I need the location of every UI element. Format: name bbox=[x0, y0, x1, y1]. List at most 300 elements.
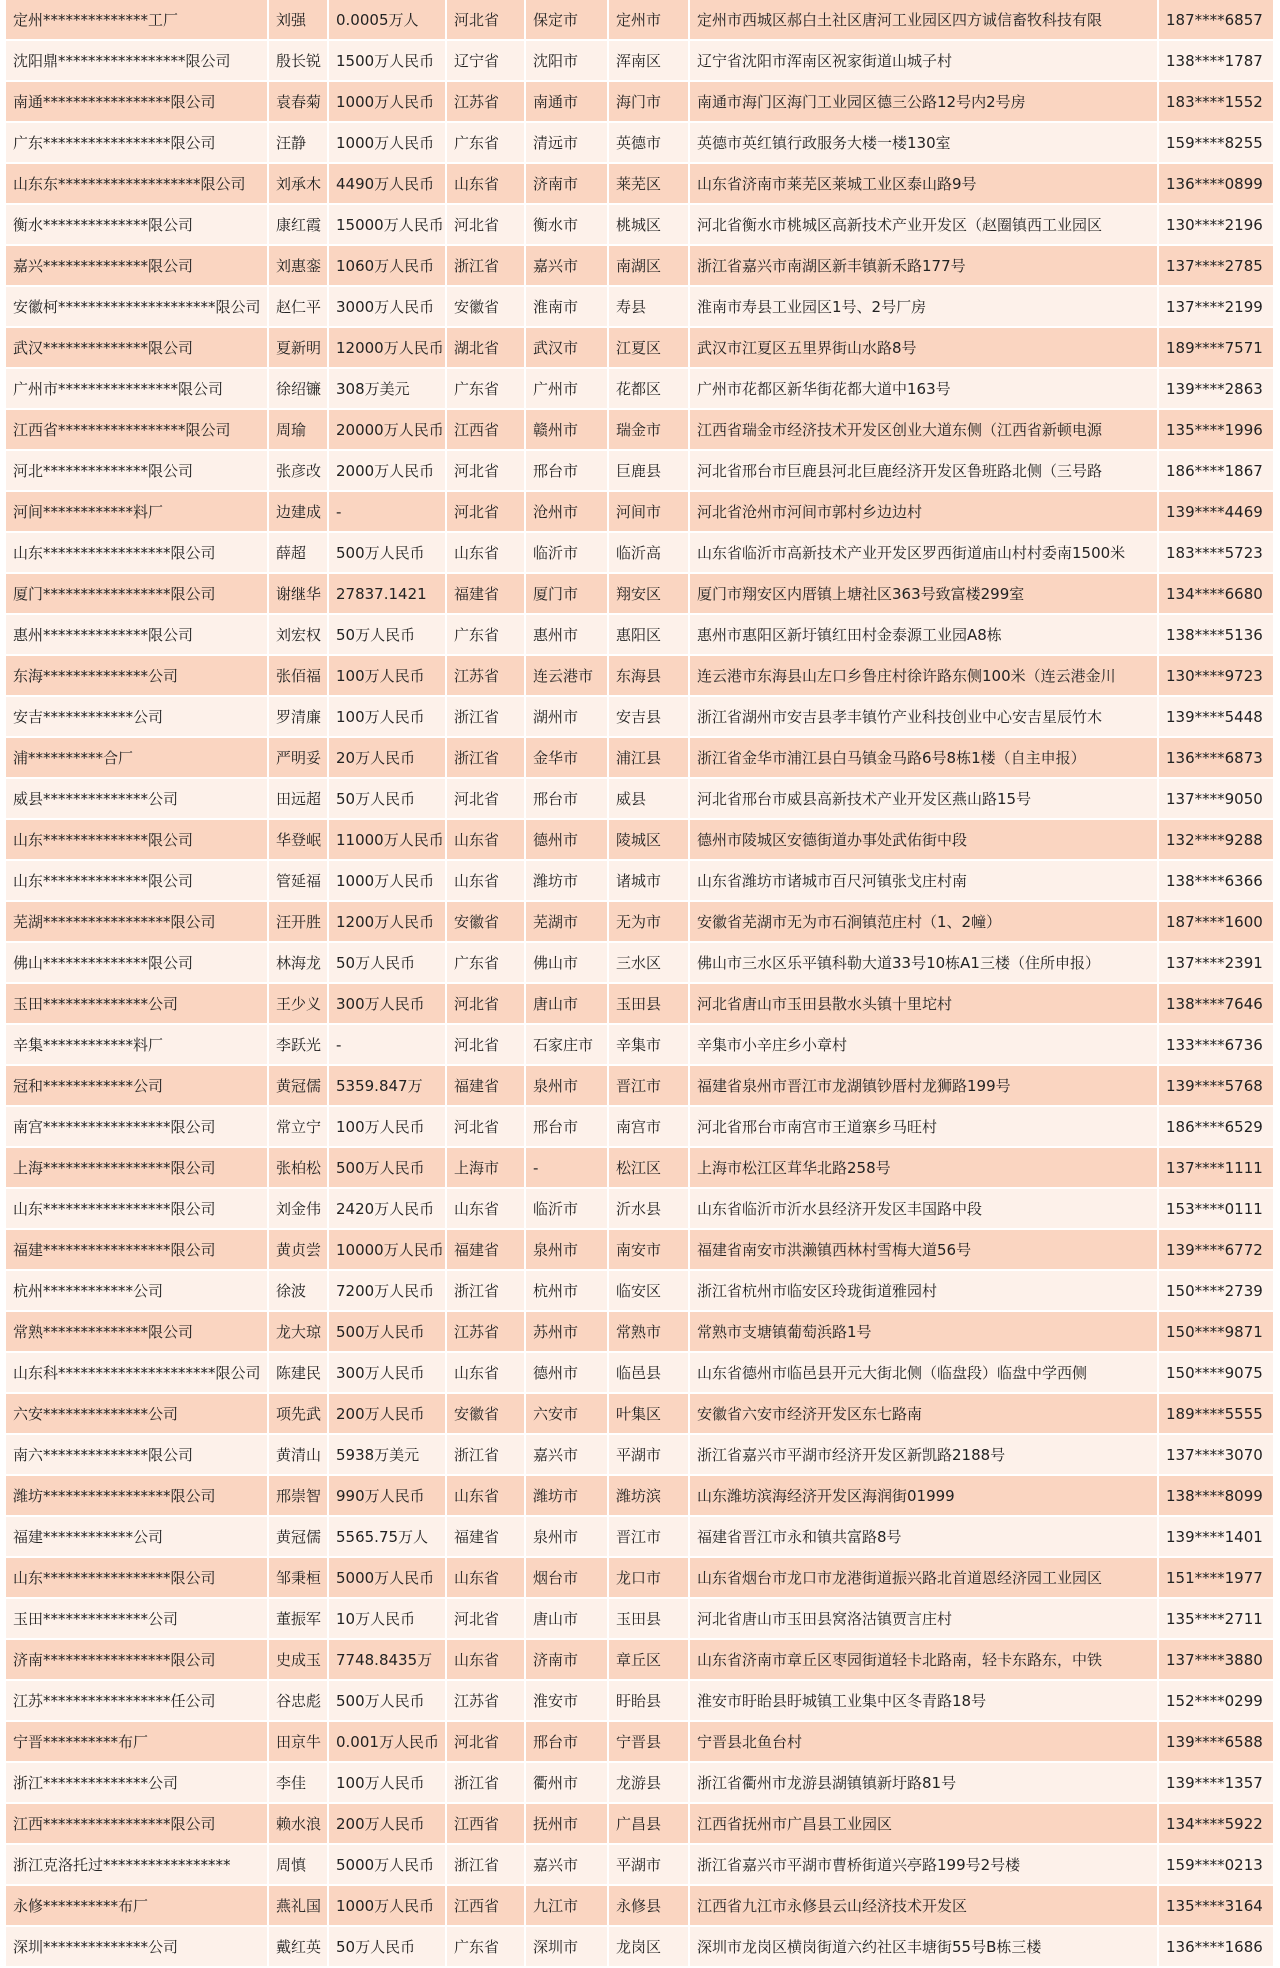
city-cell: 嘉兴市 bbox=[525, 245, 608, 286]
address-cell: 浙江省杭州市临安区玲珑街道雅园村 bbox=[689, 1270, 1158, 1311]
company-name-cell: 江西省*****************限公司 bbox=[6, 409, 268, 450]
legal-person-cell: 李佳 bbox=[268, 1762, 328, 1803]
legal-person-cell: 田京牛 bbox=[268, 1721, 328, 1762]
address-cell: 福建省南安市洪濑镇西林村雪梅大道56号 bbox=[689, 1229, 1158, 1270]
legal-person-cell: 汪静 bbox=[268, 122, 328, 163]
company-name-cell: 宁晋**********布厂 bbox=[6, 1721, 268, 1762]
address-cell: 河北省衡水市桃城区高新技术产业开发区（赵圈镇西工业园区 bbox=[689, 204, 1158, 245]
company-name-cell: 山东东*******************限公司 bbox=[6, 163, 268, 204]
company-name-cell: 衡水**************限公司 bbox=[6, 204, 268, 245]
address-cell: 安徽省芜湖市无为市石涧镇范庄村（1、2幢） bbox=[689, 901, 1158, 942]
registered-capital-cell: 12000万人民币 bbox=[328, 327, 446, 368]
table-row bbox=[6, 573, 1274, 614]
province-cell: 广东省 bbox=[446, 1926, 525, 1967]
district-cell: 莱芜区 bbox=[608, 163, 689, 204]
province-cell: 江苏省 bbox=[446, 1311, 525, 1352]
legal-person-cell: 康红霞 bbox=[268, 204, 328, 245]
phone-cell: 186****1867 bbox=[1158, 450, 1274, 491]
company-name-cell: 福建************公司 bbox=[6, 1516, 268, 1557]
company-name-cell: 永修**********布厂 bbox=[6, 1885, 268, 1926]
registered-capital-cell: 990万人民币 bbox=[328, 1475, 446, 1516]
legal-person-cell: 史成玉 bbox=[268, 1639, 328, 1680]
address-cell: 福建省泉州市晋江市龙湖镇钞厝村龙狮路199号 bbox=[689, 1065, 1158, 1106]
city-cell: 沧州市 bbox=[525, 491, 608, 532]
province-cell: 江西省 bbox=[446, 1803, 525, 1844]
province-cell: 山东省 bbox=[446, 1639, 525, 1680]
legal-person-cell: 谷忠彪 bbox=[268, 1680, 328, 1721]
registered-capital-cell: 100万人民币 bbox=[328, 1106, 446, 1147]
district-cell: 定州市 bbox=[608, 0, 689, 40]
phone-cell: 139****6588 bbox=[1158, 1721, 1274, 1762]
legal-person-cell: 邹秉桓 bbox=[268, 1557, 328, 1598]
table-row bbox=[6, 819, 1274, 860]
district-cell: 浑南区 bbox=[608, 40, 689, 81]
phone-cell: 139****5448 bbox=[1158, 696, 1274, 737]
city-cell: 潍坊市 bbox=[525, 1475, 608, 1516]
registered-capital-cell: 10000万人民币 bbox=[328, 1229, 446, 1270]
legal-person-cell: 龙大琼 bbox=[268, 1311, 328, 1352]
province-cell: 山东省 bbox=[446, 1188, 525, 1229]
city-cell: 临沂市 bbox=[525, 532, 608, 573]
legal-person-cell: 华登岷 bbox=[268, 819, 328, 860]
phone-cell: 137****2199 bbox=[1158, 286, 1274, 327]
table-row bbox=[6, 942, 1274, 983]
province-cell: 河北省 bbox=[446, 0, 525, 40]
province-cell: 广东省 bbox=[446, 368, 525, 409]
phone-cell: 137****2391 bbox=[1158, 942, 1274, 983]
legal-person-cell: 项先武 bbox=[268, 1393, 328, 1434]
province-cell: 浙江省 bbox=[446, 737, 525, 778]
district-cell: 陵城区 bbox=[608, 819, 689, 860]
table-row bbox=[6, 1639, 1274, 1680]
address-cell: 厦门市翔安区内厝镇上塘社区363号致富楼299室 bbox=[689, 573, 1158, 614]
province-cell: 山东省 bbox=[446, 1557, 525, 1598]
address-cell: 河北省唐山市玉田县散水头镇十里坨村 bbox=[689, 983, 1158, 1024]
registered-capital-cell: 7200万人民币 bbox=[328, 1270, 446, 1311]
province-cell: 浙江省 bbox=[446, 1270, 525, 1311]
province-cell: 浙江省 bbox=[446, 1762, 525, 1803]
address-cell: 山东省潍坊市诸城市百尺河镇张戈庄村南 bbox=[689, 860, 1158, 901]
table-row bbox=[6, 1557, 1274, 1598]
province-cell: 江苏省 bbox=[446, 655, 525, 696]
table-row bbox=[6, 983, 1274, 1024]
city-cell: 泉州市 bbox=[525, 1516, 608, 1557]
table-row bbox=[6, 655, 1274, 696]
address-cell: 定州市西城区郝白土社区唐河工业园区四方诚信畜牧科技有限 bbox=[689, 0, 1158, 40]
city-cell: 衡水市 bbox=[525, 204, 608, 245]
table-row bbox=[6, 737, 1274, 778]
province-cell: 河北省 bbox=[446, 1721, 525, 1762]
table-row bbox=[6, 1762, 1274, 1803]
city-cell: 武汉市 bbox=[525, 327, 608, 368]
company-name-cell: 山东科*********************限公司 bbox=[6, 1352, 268, 1393]
province-cell: 浙江省 bbox=[446, 245, 525, 286]
company-name-cell: 江苏*****************任公司 bbox=[6, 1680, 268, 1721]
city-cell: 嘉兴市 bbox=[525, 1844, 608, 1885]
city-cell: 潍坊市 bbox=[525, 860, 608, 901]
city-cell: 济南市 bbox=[525, 1639, 608, 1680]
province-cell: 山东省 bbox=[446, 1352, 525, 1393]
table-row bbox=[6, 0, 1274, 40]
province-cell: 安徽省 bbox=[446, 286, 525, 327]
district-cell: 河间市 bbox=[608, 491, 689, 532]
company-name-cell: 南通*****************限公司 bbox=[6, 81, 268, 122]
company-name-cell: 南六**************限公司 bbox=[6, 1434, 268, 1475]
legal-person-cell: 刘惠銮 bbox=[268, 245, 328, 286]
company-name-cell: 山东*****************限公司 bbox=[6, 1188, 268, 1229]
district-cell: 龙岗区 bbox=[608, 1926, 689, 1967]
city-cell: 泉州市 bbox=[525, 1229, 608, 1270]
company-name-cell: 惠州**************限公司 bbox=[6, 614, 268, 655]
company-name-cell: 山东**************限公司 bbox=[6, 860, 268, 901]
legal-person-cell: 黄贞尝 bbox=[268, 1229, 328, 1270]
registered-capital-cell: 500万人民币 bbox=[328, 1311, 446, 1352]
province-cell: 山东省 bbox=[446, 163, 525, 204]
legal-person-cell: 张柏松 bbox=[268, 1147, 328, 1188]
address-cell: 辛集市小辛庄乡小章村 bbox=[689, 1024, 1158, 1065]
company-name-cell: 常熟**************限公司 bbox=[6, 1311, 268, 1352]
address-cell: 浙江省金华市浦江县白马镇金马路6号8栋1楼（自主申报） bbox=[689, 737, 1158, 778]
phone-cell: 189****7571 bbox=[1158, 327, 1274, 368]
city-cell: 金华市 bbox=[525, 737, 608, 778]
province-cell: 江西省 bbox=[446, 409, 525, 450]
table-row bbox=[6, 368, 1274, 409]
address-cell: 江西省瑞金市经济技术开发区创业大道东侧（江西省新顿电源 bbox=[689, 409, 1158, 450]
phone-cell: 136****6873 bbox=[1158, 737, 1274, 778]
company-name-cell: 深圳**************公司 bbox=[6, 1926, 268, 1967]
address-cell: 江西省九江市永修县云山经济技术开发区 bbox=[689, 1885, 1158, 1926]
legal-person-cell: 周瑜 bbox=[268, 409, 328, 450]
phone-cell: 133****6736 bbox=[1158, 1024, 1274, 1065]
table-row bbox=[6, 1106, 1274, 1147]
city-cell: 厦门市 bbox=[525, 573, 608, 614]
legal-person-cell: 汪开胜 bbox=[268, 901, 328, 942]
district-cell: 临沂高 bbox=[608, 532, 689, 573]
district-cell: 宁晋县 bbox=[608, 1721, 689, 1762]
province-cell: 河北省 bbox=[446, 1106, 525, 1147]
phone-cell: 151****1977 bbox=[1158, 1557, 1274, 1598]
address-cell: 德州市陵城区安德街道办事处武佑街中段 bbox=[689, 819, 1158, 860]
province-cell: 广东省 bbox=[446, 122, 525, 163]
phone-cell: 150****9871 bbox=[1158, 1311, 1274, 1352]
company-name-cell: 辛集************料厂 bbox=[6, 1024, 268, 1065]
company-name-cell: 济南*****************限公司 bbox=[6, 1639, 268, 1680]
address-cell: 浙江省嘉兴市平湖市曹桥街道兴亭路199号2号楼 bbox=[689, 1844, 1158, 1885]
company-name-cell: 玉田**************公司 bbox=[6, 1598, 268, 1639]
phone-cell: 130****9723 bbox=[1158, 655, 1274, 696]
city-cell: 邢台市 bbox=[525, 1106, 608, 1147]
city-cell: 南通市 bbox=[525, 81, 608, 122]
city-cell: 佛山市 bbox=[525, 942, 608, 983]
company-name-cell: 福建*****************限公司 bbox=[6, 1229, 268, 1270]
registered-capital-cell: 7748.8435万 bbox=[328, 1639, 446, 1680]
city-cell: 广州市 bbox=[525, 368, 608, 409]
phone-cell: 138****7646 bbox=[1158, 983, 1274, 1024]
district-cell: 平湖市 bbox=[608, 1434, 689, 1475]
address-cell: 河北省唐山市玉田县窝洛沽镇贾言庄村 bbox=[689, 1598, 1158, 1639]
district-cell: 海门市 bbox=[608, 81, 689, 122]
district-cell: 威县 bbox=[608, 778, 689, 819]
city-cell: 六安市 bbox=[525, 1393, 608, 1434]
address-cell: 英德市英红镇行政服务大楼一楼130室 bbox=[689, 122, 1158, 163]
company-name-cell: 威县**************公司 bbox=[6, 778, 268, 819]
phone-cell: 159****8255 bbox=[1158, 122, 1274, 163]
legal-person-cell: 罗清廉 bbox=[268, 696, 328, 737]
district-cell: 广昌县 bbox=[608, 1803, 689, 1844]
district-cell: 叶集区 bbox=[608, 1393, 689, 1434]
province-cell: 江苏省 bbox=[446, 81, 525, 122]
registered-capital-cell: 3000万人民币 bbox=[328, 286, 446, 327]
city-cell: 芜湖市 bbox=[525, 901, 608, 942]
legal-person-cell: 刘承木 bbox=[268, 163, 328, 204]
province-cell: 辽宁省 bbox=[446, 40, 525, 81]
company-name-cell: 浙江**************公司 bbox=[6, 1762, 268, 1803]
table-row bbox=[6, 778, 1274, 819]
province-cell: 福建省 bbox=[446, 573, 525, 614]
table-row bbox=[6, 1311, 1274, 1352]
district-cell: 松江区 bbox=[608, 1147, 689, 1188]
city-cell: - bbox=[525, 1147, 608, 1188]
district-cell: 常熟市 bbox=[608, 1311, 689, 1352]
legal-person-cell: 董振军 bbox=[268, 1598, 328, 1639]
district-cell: 沂水县 bbox=[608, 1188, 689, 1229]
table-row bbox=[6, 696, 1274, 737]
city-cell: 抚州市 bbox=[525, 1803, 608, 1844]
legal-person-cell: 刘宏权 bbox=[268, 614, 328, 655]
registered-capital-cell: 20000万人民币 bbox=[328, 409, 446, 450]
province-cell: 山东省 bbox=[446, 860, 525, 901]
phone-cell: 139****4469 bbox=[1158, 491, 1274, 532]
legal-person-cell: 夏新明 bbox=[268, 327, 328, 368]
legal-person-cell: 黄清山 bbox=[268, 1434, 328, 1475]
phone-cell: 132****9288 bbox=[1158, 819, 1274, 860]
district-cell: 安吉县 bbox=[608, 696, 689, 737]
city-cell: 德州市 bbox=[525, 819, 608, 860]
table-row bbox=[6, 81, 1274, 122]
table-row bbox=[6, 286, 1274, 327]
company-name-cell: 沈阳鼎*****************限公司 bbox=[6, 40, 268, 81]
phone-cell: 137****9050 bbox=[1158, 778, 1274, 819]
province-cell: 河北省 bbox=[446, 1598, 525, 1639]
province-cell: 河北省 bbox=[446, 204, 525, 245]
table-row bbox=[6, 409, 1274, 450]
district-cell: 南安市 bbox=[608, 1229, 689, 1270]
address-cell: 河北省邢台市威县高新技术产业开发区燕山路15号 bbox=[689, 778, 1158, 819]
registered-capital-cell: 5000万人民币 bbox=[328, 1844, 446, 1885]
district-cell: 英德市 bbox=[608, 122, 689, 163]
registered-capital-cell: 1200万人民币 bbox=[328, 901, 446, 942]
company-name-cell: 冠和************公司 bbox=[6, 1065, 268, 1106]
table-row bbox=[6, 1393, 1274, 1434]
table-row bbox=[6, 1229, 1274, 1270]
district-cell: 南宫市 bbox=[608, 1106, 689, 1147]
district-cell: 龙游县 bbox=[608, 1762, 689, 1803]
province-cell: 河北省 bbox=[446, 491, 525, 532]
district-cell: 盱眙县 bbox=[608, 1680, 689, 1721]
company-name-cell: 南宫*****************限公司 bbox=[6, 1106, 268, 1147]
district-cell: 浦江县 bbox=[608, 737, 689, 778]
phone-cell: 139****6772 bbox=[1158, 1229, 1274, 1270]
company-name-cell: 佛山**************限公司 bbox=[6, 942, 268, 983]
registered-capital-cell: 20万人民币 bbox=[328, 737, 446, 778]
province-cell: 河北省 bbox=[446, 1024, 525, 1065]
company-name-cell: 潍坊*****************限公司 bbox=[6, 1475, 268, 1516]
registered-capital-cell: 50万人民币 bbox=[328, 614, 446, 655]
company-name-cell: 定州**************工厂 bbox=[6, 0, 268, 40]
registered-capital-cell: 27837.1421 bbox=[328, 573, 446, 614]
phone-cell: 135****1996 bbox=[1158, 409, 1274, 450]
district-cell: 玉田县 bbox=[608, 1598, 689, 1639]
registered-capital-cell: 5938万美元 bbox=[328, 1434, 446, 1475]
company-name-cell: 广东*****************限公司 bbox=[6, 122, 268, 163]
registered-capital-cell: 2420万人民币 bbox=[328, 1188, 446, 1229]
address-cell: 辽宁省沈阳市浑南区祝家街道山城子村 bbox=[689, 40, 1158, 81]
phone-cell: 136****1686 bbox=[1158, 1926, 1274, 1967]
province-cell: 广东省 bbox=[446, 614, 525, 655]
city-cell: 邢台市 bbox=[525, 1721, 608, 1762]
phone-cell: 137****3070 bbox=[1158, 1434, 1274, 1475]
company-name-cell: 山东**************限公司 bbox=[6, 819, 268, 860]
company-name-cell: 东海**************公司 bbox=[6, 655, 268, 696]
city-cell: 临沂市 bbox=[525, 1188, 608, 1229]
registered-capital-cell: 1500万人民币 bbox=[328, 40, 446, 81]
company-name-cell: 玉田**************公司 bbox=[6, 983, 268, 1024]
table-row bbox=[6, 614, 1274, 655]
legal-person-cell: 常立宁 bbox=[268, 1106, 328, 1147]
phone-cell: 138****5136 bbox=[1158, 614, 1274, 655]
table-row bbox=[6, 901, 1274, 942]
province-cell: 安徽省 bbox=[446, 1393, 525, 1434]
address-cell: 河北省邢台市南宫市王道寨乡马旺村 bbox=[689, 1106, 1158, 1147]
phone-cell: 153****0111 bbox=[1158, 1188, 1274, 1229]
city-cell: 赣州市 bbox=[525, 409, 608, 450]
table-row bbox=[6, 491, 1274, 532]
district-cell: 桃城区 bbox=[608, 204, 689, 245]
registered-capital-cell: 300万人民币 bbox=[328, 1352, 446, 1393]
district-cell: 东海县 bbox=[608, 655, 689, 696]
city-cell: 邢台市 bbox=[525, 450, 608, 491]
table-row bbox=[6, 1147, 1274, 1188]
phone-cell: 152****0299 bbox=[1158, 1680, 1274, 1721]
table-row bbox=[6, 1024, 1274, 1065]
company-name-cell: 厦门*****************限公司 bbox=[6, 573, 268, 614]
province-cell: 浙江省 bbox=[446, 696, 525, 737]
city-cell: 湖州市 bbox=[525, 696, 608, 737]
registered-capital-cell: 15000万人民币 bbox=[328, 204, 446, 245]
address-cell: 河北省邢台市巨鹿县河北巨鹿经济开发区鲁班路北侧（三号路 bbox=[689, 450, 1158, 491]
company-name-cell: 六安**************公司 bbox=[6, 1393, 268, 1434]
company-name-cell: 芜湖*****************限公司 bbox=[6, 901, 268, 942]
address-cell: 武汉市江夏区五里界街山水路8号 bbox=[689, 327, 1158, 368]
province-cell: 安徽省 bbox=[446, 901, 525, 942]
company-name-cell: 河北**************限公司 bbox=[6, 450, 268, 491]
registered-capital-cell: 50万人民币 bbox=[328, 942, 446, 983]
province-cell: 上海市 bbox=[446, 1147, 525, 1188]
company-name-cell: 武汉**************限公司 bbox=[6, 327, 268, 368]
registered-capital-cell: 1060万人民币 bbox=[328, 245, 446, 286]
district-cell: 潍坊滨 bbox=[608, 1475, 689, 1516]
phone-cell: 189****5555 bbox=[1158, 1393, 1274, 1434]
province-cell: 山东省 bbox=[446, 819, 525, 860]
district-cell: 花都区 bbox=[608, 368, 689, 409]
province-cell: 河北省 bbox=[446, 778, 525, 819]
city-cell: 嘉兴市 bbox=[525, 1434, 608, 1475]
district-cell: 江夏区 bbox=[608, 327, 689, 368]
legal-person-cell: 李跃光 bbox=[268, 1024, 328, 1065]
table-row bbox=[6, 1188, 1274, 1229]
address-cell: 河北省沧州市河间市郭村乡边边村 bbox=[689, 491, 1158, 532]
address-cell: 山东省临沂市高新技术产业开发区罗西街道庙山村村委南1500米 bbox=[689, 532, 1158, 573]
province-cell: 湖北省 bbox=[446, 327, 525, 368]
legal-person-cell: 薛超 bbox=[268, 532, 328, 573]
legal-person-cell: 徐绍镰 bbox=[268, 368, 328, 409]
table-row bbox=[6, 1598, 1274, 1639]
address-cell: 浙江省嘉兴市南湖区新丰镇新禾路177号 bbox=[689, 245, 1158, 286]
legal-person-cell: 陈建民 bbox=[268, 1352, 328, 1393]
district-cell: 临邑县 bbox=[608, 1352, 689, 1393]
address-cell: 连云港市东海县山左口乡鲁庄村徐许路东侧100米（连云港金川 bbox=[689, 655, 1158, 696]
city-cell: 九江市 bbox=[525, 1885, 608, 1926]
phone-cell: 187****1600 bbox=[1158, 901, 1274, 942]
province-cell: 浙江省 bbox=[446, 1434, 525, 1475]
district-cell: 翔安区 bbox=[608, 573, 689, 614]
city-cell: 沈阳市 bbox=[525, 40, 608, 81]
table-row bbox=[6, 860, 1274, 901]
registered-capital-cell: 100万人民币 bbox=[328, 655, 446, 696]
table-row bbox=[6, 450, 1274, 491]
province-cell: 福建省 bbox=[446, 1516, 525, 1557]
district-cell: 平湖市 bbox=[608, 1844, 689, 1885]
company-name-cell: 杭州************公司 bbox=[6, 1270, 268, 1311]
table-row bbox=[6, 1065, 1274, 1106]
address-cell: 常熟市支塘镇葡萄浜路1号 bbox=[689, 1311, 1158, 1352]
address-cell: 浙江省湖州市安吉县孝丰镇竹产业科技创业中心安吉星辰竹木 bbox=[689, 696, 1158, 737]
registered-capital-cell: 308万美元 bbox=[328, 368, 446, 409]
legal-person-cell: 周慎 bbox=[268, 1844, 328, 1885]
legal-person-cell: 赖水浪 bbox=[268, 1803, 328, 1844]
address-cell: 山东省德州市临邑县开元大街北侧（临盘段）临盘中学西侧 bbox=[689, 1352, 1158, 1393]
company-name-cell: 山东*****************限公司 bbox=[6, 532, 268, 573]
registered-capital-cell: 10万人民币 bbox=[328, 1598, 446, 1639]
registered-capital-cell: 500万人民币 bbox=[328, 1680, 446, 1721]
legal-person-cell: 边建成 bbox=[268, 491, 328, 532]
legal-person-cell: 殷长锐 bbox=[268, 40, 328, 81]
registered-capital-cell: 200万人民币 bbox=[328, 1803, 446, 1844]
city-cell: 连云港市 bbox=[525, 655, 608, 696]
province-cell: 浙江省 bbox=[446, 1844, 525, 1885]
table-row bbox=[6, 1516, 1274, 1557]
legal-person-cell: 刘强 bbox=[268, 0, 328, 40]
province-cell: 河北省 bbox=[446, 450, 525, 491]
phone-cell: 134****6680 bbox=[1158, 573, 1274, 614]
registered-capital-cell: 4490万人民币 bbox=[328, 163, 446, 204]
legal-person-cell: 田远超 bbox=[268, 778, 328, 819]
registered-capital-cell: - bbox=[328, 491, 446, 532]
company-name-cell: 广州市****************限公司 bbox=[6, 368, 268, 409]
province-cell: 河北省 bbox=[446, 983, 525, 1024]
address-cell: 浙江省嘉兴市平湖市经济开发区新凯路2188号 bbox=[689, 1434, 1158, 1475]
legal-person-cell: 张佰福 bbox=[268, 655, 328, 696]
city-cell: 苏州市 bbox=[525, 1311, 608, 1352]
registered-capital-cell: 1000万人民币 bbox=[328, 860, 446, 901]
district-cell: 玉田县 bbox=[608, 983, 689, 1024]
registered-capital-cell: 5359.847万 bbox=[328, 1065, 446, 1106]
table-row bbox=[6, 1352, 1274, 1393]
registered-capital-cell: 100万人民币 bbox=[328, 696, 446, 737]
table-row bbox=[6, 1926, 1274, 1967]
registered-capital-cell: 1000万人民币 bbox=[328, 1885, 446, 1926]
legal-person-cell: 黄冠儒 bbox=[268, 1516, 328, 1557]
